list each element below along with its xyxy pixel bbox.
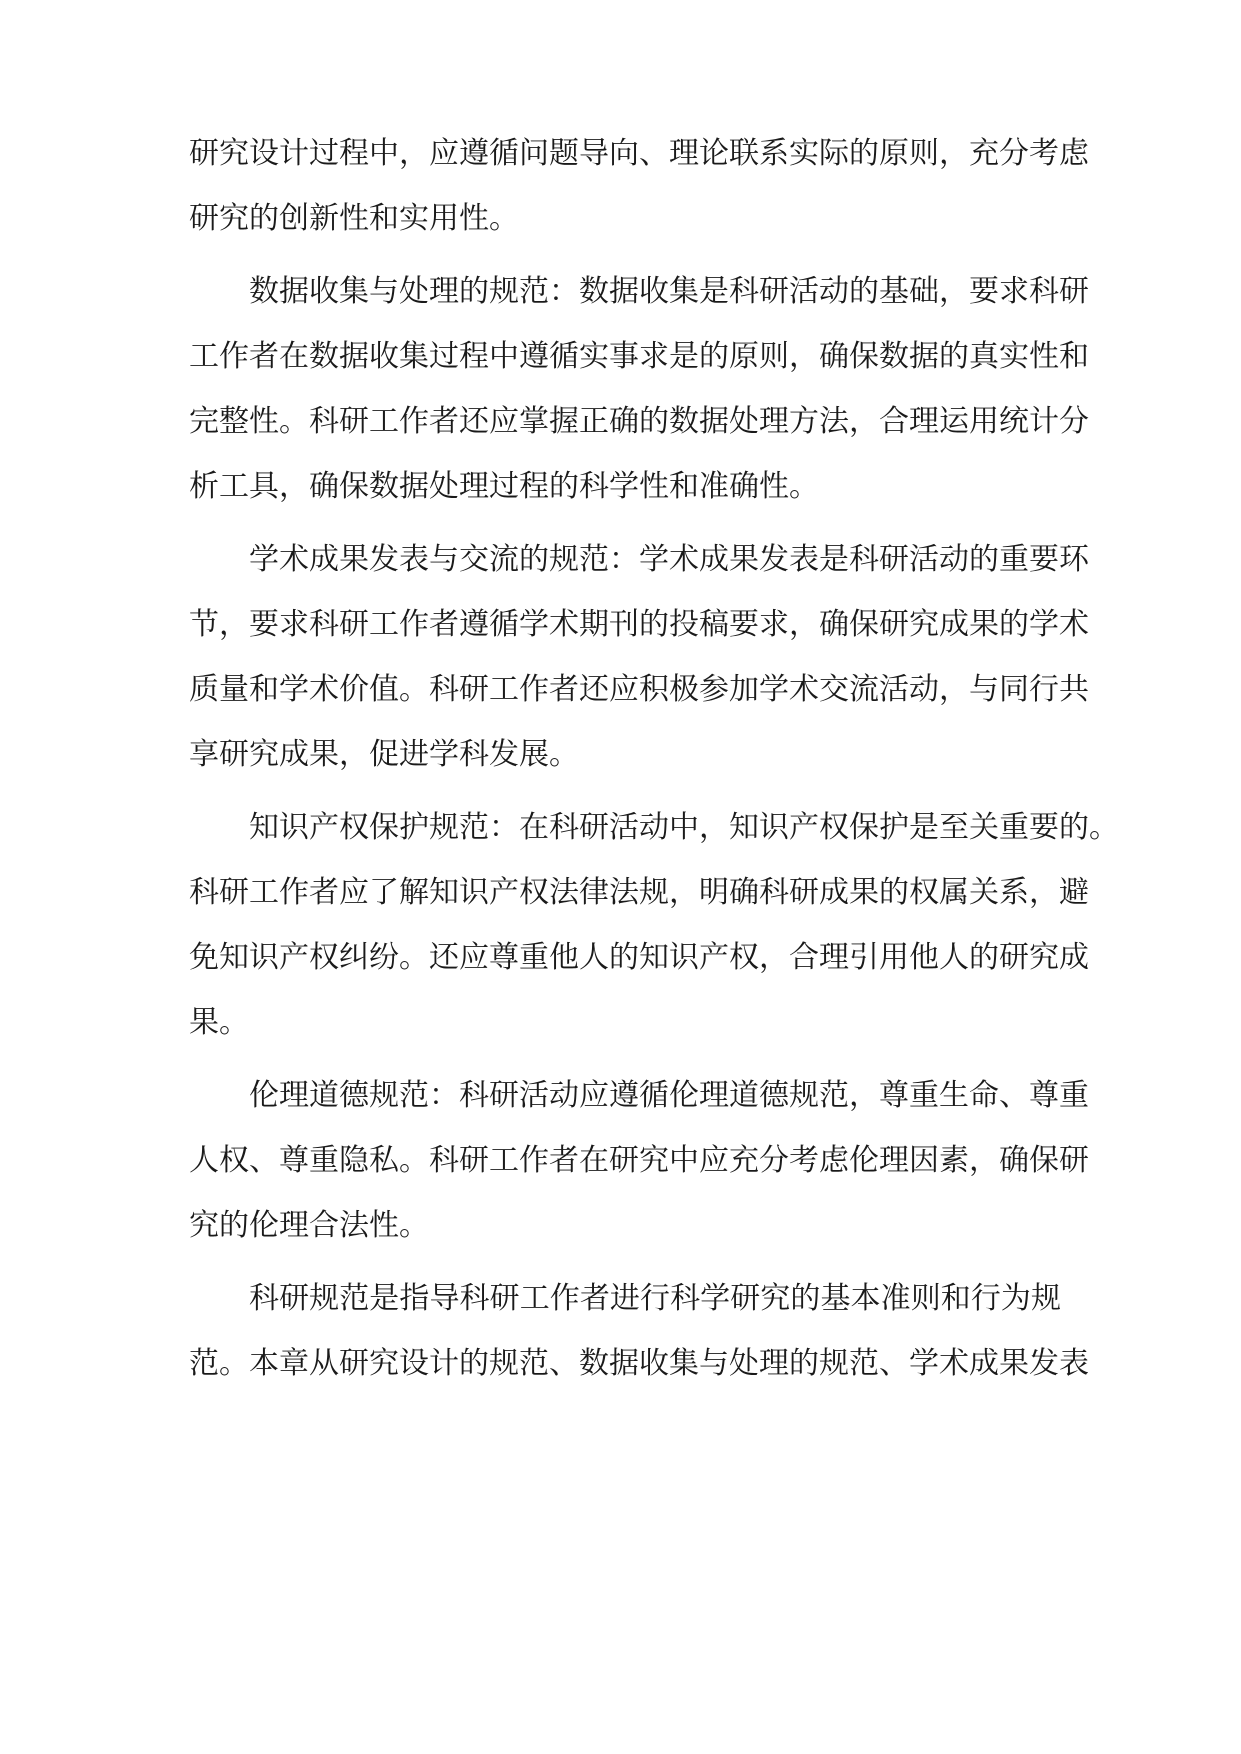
text-line: 人权、尊重隐私。科研工作者在研究中应充分考虑伦理因素，确保研 bbox=[189, 1143, 1089, 1178]
text-line: 析工具，确保数据处理过程的科学性和准确性。 bbox=[189, 469, 819, 504]
text-line: 研究的创新性和实用性。 bbox=[189, 201, 519, 236]
text-line: 范。本章从研究设计的规范、数据收集与处理的规范、学术成果发表 bbox=[189, 1346, 1089, 1381]
paragraph-first-line: 知识产权保护规范：在科研活动中，知识产权保护是至关重要的。 bbox=[249, 810, 1119, 845]
text-line: 享研究成果，促进学科发展。 bbox=[189, 737, 579, 772]
paragraph-first-line: 伦理道德规范：科研活动应遵循伦理道德规范，尊重生命、尊重 bbox=[249, 1078, 1089, 1113]
text-line: 究的伦理合法性。 bbox=[189, 1208, 429, 1243]
text-line: 免知识产权纠纷。还应尊重他人的知识产权，合理引用他人的研究成 bbox=[189, 940, 1089, 975]
paragraph-first-line: 数据收集与处理的规范：数据收集是科研活动的基础，要求科研 bbox=[249, 274, 1089, 309]
text-line: 科研工作者应了解知识产权法律法规，明确科研成果的权属关系，避 bbox=[189, 875, 1089, 910]
paragraph-first-line: 学术成果发表与交流的规范：学术成果发表是科研活动的重要环 bbox=[249, 542, 1089, 577]
text-line: 质量和学术价值。科研工作者还应积极参加学术交流活动，与同行共 bbox=[189, 672, 1089, 707]
text-line: 完整性。科研工作者还应掌握正确的数据处理方法，合理运用统计分 bbox=[189, 404, 1089, 439]
text-line: 果。 bbox=[189, 1005, 249, 1040]
text-line: 节，要求科研工作者遵循学术期刊的投稿要求，确保研究成果的学术 bbox=[189, 607, 1089, 642]
text-line: 研究设计过程中，应遵循问题导向、理论联系实际的原则，充分考虑 bbox=[189, 136, 1089, 171]
paragraph-first-line: 科研规范是指导科研工作者进行科学研究的基本准则和行为规 bbox=[249, 1281, 1061, 1316]
text-line: 工作者在数据收集过程中遵循实事求是的原则，确保数据的真实性和 bbox=[189, 339, 1089, 374]
